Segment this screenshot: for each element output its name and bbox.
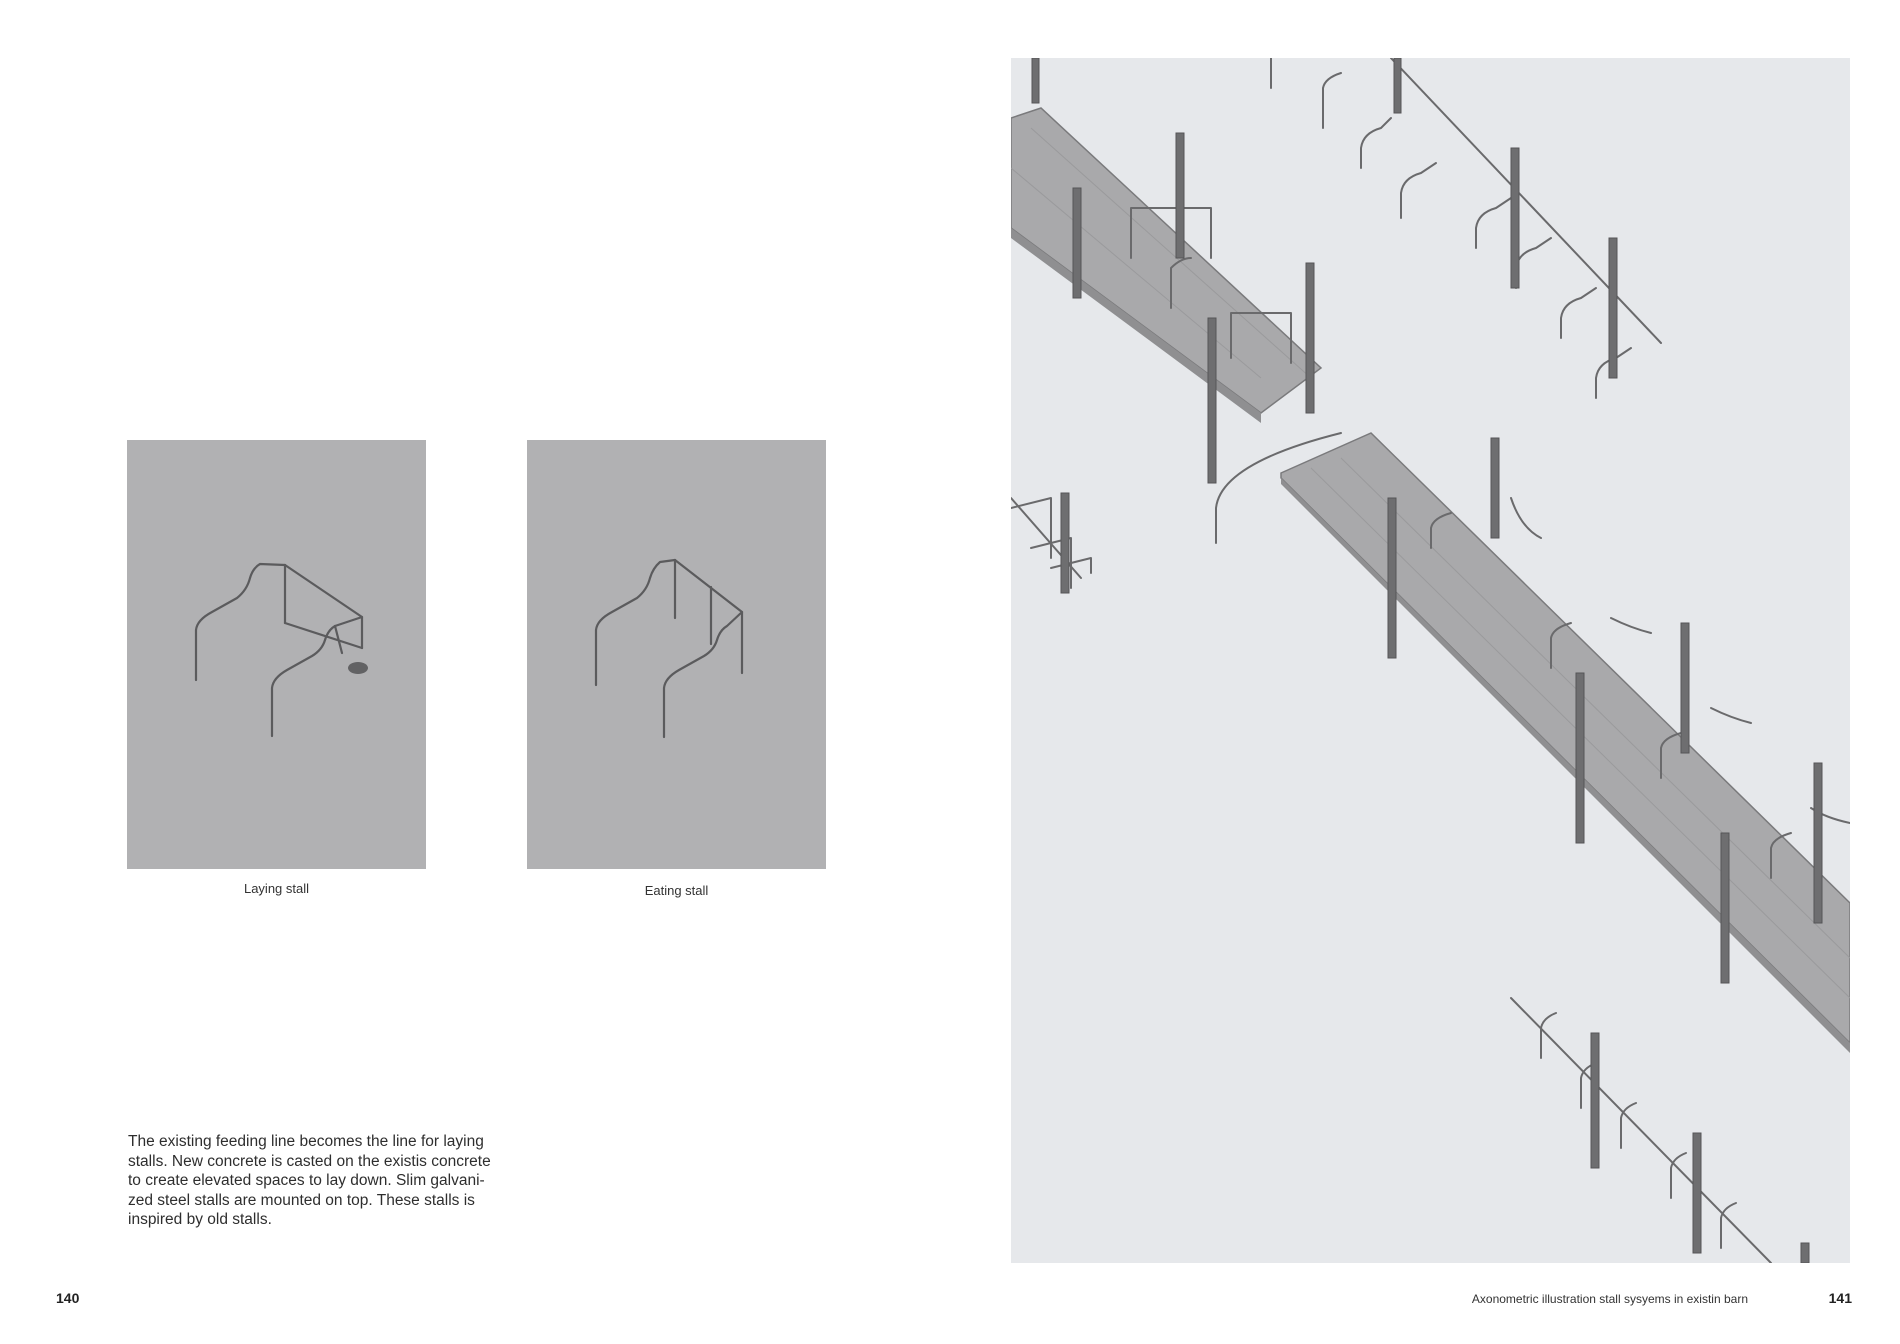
- laying-stall-caption: Laying stall: [243, 881, 310, 896]
- body-line: zed steel stalls are mounted on top. These stalls is: [128, 1191, 475, 1209]
- eating-stall-drawing: [527, 440, 826, 869]
- laying-stall-drawing: [127, 440, 426, 869]
- eating-stall-illustration: [527, 440, 826, 869]
- platform-middle: [1281, 433, 1850, 1053]
- page-number-right: 141: [1828, 1290, 1852, 1306]
- figure-caption: Axonometric illustration stall sysyems in existin barn: [1471, 1292, 1748, 1306]
- axonometric-illustration: [1011, 58, 1850, 1263]
- platform-upper-left: [1011, 108, 1321, 423]
- axonometric-drawing: [1011, 58, 1850, 1263]
- body-line: stalls. New concrete is casted on the existis concrete: [128, 1152, 491, 1170]
- body-line: inspired by old stalls.: [128, 1211, 272, 1228]
- eating-stall-caption: Eating stall: [644, 883, 709, 898]
- laying-stall-illustration: [127, 440, 426, 869]
- body-line: The existing feeding line becomes the line for laying: [128, 1133, 484, 1150]
- body-paragraph: [128, 1132, 518, 1230]
- body-line: to create elevated spaces to lay down. Slim galvani-: [128, 1172, 485, 1189]
- page-number-left: 140: [56, 1290, 80, 1306]
